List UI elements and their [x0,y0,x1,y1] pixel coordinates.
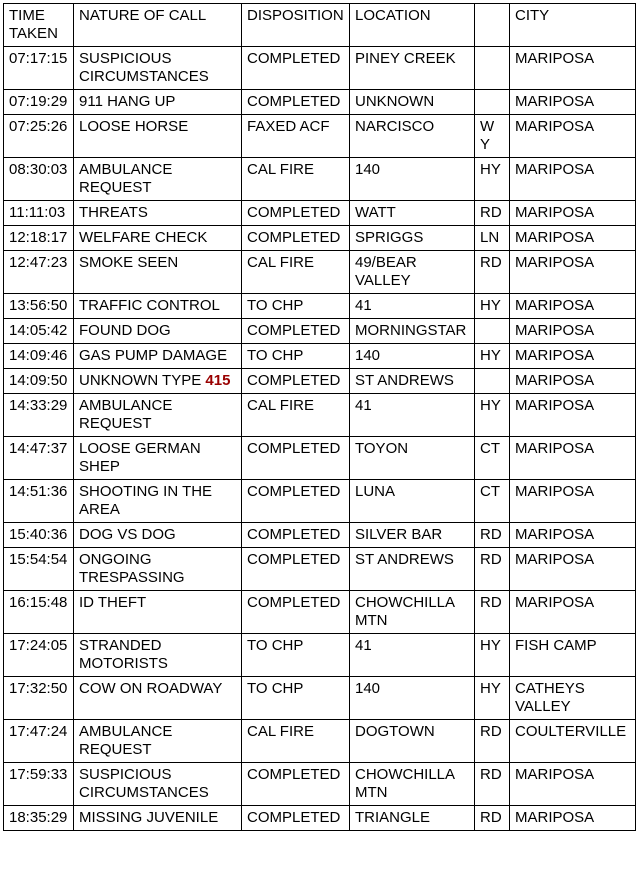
header-street-type [475,4,510,47]
cell-location: ST ANDREWS [350,548,475,591]
cell-city: MARIPOSA [510,115,636,158]
cell-location: UNKNOWN [350,90,475,115]
cell-nature-of-call: LOOSE GERMAN SHEP [74,437,242,480]
cell-disposition: COMPLETED [242,480,350,523]
cell-street-type [475,369,510,394]
table-row [4,806,636,831]
table-row [4,480,636,523]
cell-location: ST ANDREWS [350,369,475,394]
cell-city: MARIPOSA [510,201,636,226]
cell-street-type: HY [475,677,510,720]
call-log-table [3,3,636,831]
cell-street-type: RD [475,806,510,831]
cell-disposition: COMPLETED [242,437,350,480]
cell-nature-of-call: COW ON ROADWAY [74,677,242,720]
cell-nature-of-call: ID THEFT [74,591,242,634]
table-row [4,90,636,115]
cell-time-taken: 12:47:23 [4,251,74,294]
cell-nature-of-call: AMBULANCE REQUEST [74,394,242,437]
cell-city: FISH CAMP [510,634,636,677]
cell-disposition: FAXED ACF [242,115,350,158]
cell-nature-of-call: SMOKE SEEN [74,251,242,294]
table-row [4,634,636,677]
cell-time-taken: 13:56:50 [4,294,74,319]
cell-location: TOYON [350,437,475,480]
cell-location: LUNA [350,480,475,523]
cell-location: 41 [350,394,475,437]
table-row [4,226,636,251]
cell-city: MARIPOSA [510,90,636,115]
table-row [4,115,636,158]
cell-nature-of-call: SHOOTING IN THE AREA [74,480,242,523]
cell-nature-of-call: MISSING JUVENILE [74,806,242,831]
cell-nature-of-call: SUSPICIOUS CIRCUMSTANCES [74,47,242,90]
cell-nature-of-call: AMBULANCE REQUEST [74,720,242,763]
cell-location: 140 [350,344,475,369]
call-log-body [4,47,636,831]
table-row [4,437,636,480]
table-row [4,720,636,763]
cell-street-type [475,319,510,344]
header-nature-of-call: NATURE OF CALL [74,4,242,47]
cell-time-taken: 07:19:29 [4,90,74,115]
cell-nature-of-call: THREATS [74,201,242,226]
cell-city: MARIPOSA [510,344,636,369]
cell-street-type: CT [475,437,510,480]
cell-city: MARIPOSA [510,480,636,523]
cell-disposition: COMPLETED [242,319,350,344]
cell-nature-of-call: LOOSE HORSE [74,115,242,158]
cell-street-type: HY [475,158,510,201]
cell-time-taken: 17:59:33 [4,763,74,806]
table-row [4,763,636,806]
cell-city: MARIPOSA [510,806,636,831]
cell-city: MARIPOSA [510,523,636,548]
cell-street-type: RD [475,201,510,226]
cell-disposition: CAL FIRE [242,394,350,437]
cell-disposition: COMPLETED [242,90,350,115]
cell-street-type: RD [475,720,510,763]
header-time-taken: TIME TAKEN [4,4,74,47]
cell-street-type: RD [475,523,510,548]
cell-location: 140 [350,158,475,201]
cell-city: MARIPOSA [510,591,636,634]
cell-city: MARIPOSA [510,437,636,480]
table-row [4,591,636,634]
cell-time-taken: 11:11:03 [4,201,74,226]
cell-time-taken: 14:09:46 [4,344,74,369]
cell-time-taken: 17:32:50 [4,677,74,720]
header-disposition: DISPOSITION [242,4,350,47]
cell-time-taken: 12:18:17 [4,226,74,251]
table-row [4,548,636,591]
cell-street-type: LN [475,226,510,251]
cell-nature-of-call: WELFARE CHECK [74,226,242,251]
cell-time-taken: 14:09:50 [4,369,74,394]
cell-street-type: RD [475,763,510,806]
cell-street-type [475,90,510,115]
cell-city: MARIPOSA [510,548,636,591]
header-row [4,4,636,47]
cell-nature-of-call: ONGOING TRESPASSING [74,548,242,591]
table-row [4,201,636,226]
cell-location: DOGTOWN [350,720,475,763]
cell-city: MARIPOSA [510,763,636,806]
cell-time-taken: 16:15:48 [4,591,74,634]
cell-disposition: COMPLETED [242,763,350,806]
cell-street-type [475,47,510,90]
table-row [4,344,636,369]
header-city: CITY [510,4,636,47]
cell-city: MARIPOSA [510,294,636,319]
cell-street-type: WY [475,115,510,158]
cell-nature-of-call: AMBULANCE REQUEST [74,158,242,201]
cell-location: SILVER BAR [350,523,475,548]
cell-time-taken: 14:33:29 [4,394,74,437]
cell-city: MARIPOSA [510,158,636,201]
cell-disposition: COMPLETED [242,548,350,591]
table-row [4,319,636,344]
cell-location: PINEY CREEK [350,47,475,90]
cell-disposition: CAL FIRE [242,251,350,294]
cell-time-taken: 07:25:26 [4,115,74,158]
cell-location: 140 [350,677,475,720]
cell-location: 49/BEAR VALLEY [350,251,475,294]
cell-location: NARCISCO [350,115,475,158]
cell-disposition: TO CHP [242,294,350,319]
cell-time-taken: 17:47:24 [4,720,74,763]
cell-nature-of-call: FOUND DOG [74,319,242,344]
cell-nature-of-call: 911 HANG UP [74,90,242,115]
cell-disposition: COMPLETED [242,226,350,251]
cell-location: CHOWCHILLA MTN [350,763,475,806]
cell-nature-of-call: SUSPICIOUS CIRCUMSTANCES [74,763,242,806]
cell-time-taken: 15:54:54 [4,548,74,591]
cell-city: COULTERVILLE [510,720,636,763]
cell-city: MARIPOSA [510,394,636,437]
cell-city: MARIPOSA [510,251,636,294]
cell-disposition: COMPLETED [242,47,350,90]
table-row [4,251,636,294]
table-row [4,677,636,720]
cell-nature-of-call: UNKNOWN TYPE 415 [74,369,242,394]
cell-time-taken: 14:05:42 [4,319,74,344]
table-row [4,523,636,548]
table-row [4,47,636,90]
cell-location: 41 [350,634,475,677]
table-row [4,294,636,319]
table-row [4,394,636,437]
cell-nature-of-call: TRAFFIC CONTROL [74,294,242,319]
cell-location: WATT [350,201,475,226]
cell-disposition: COMPLETED [242,369,350,394]
cell-time-taken: 14:51:36 [4,480,74,523]
cell-nature-of-call: GAS PUMP DAMAGE [74,344,242,369]
cell-street-type: HY [475,394,510,437]
cell-disposition: CAL FIRE [242,720,350,763]
call-code-highlight: 415 [205,372,231,389]
cell-time-taken: 14:47:37 [4,437,74,480]
cell-street-type: HY [475,294,510,319]
table-row [4,158,636,201]
cell-city: MARIPOSA [510,226,636,251]
cell-time-taken: 07:17:15 [4,47,74,90]
cell-nature-of-call: STRANDED MOTORISTS [74,634,242,677]
cell-disposition: TO CHP [242,634,350,677]
cell-nature-of-call: DOG VS DOG [74,523,242,548]
cell-city: MARIPOSA [510,47,636,90]
cell-location: 41 [350,294,475,319]
cell-city: MARIPOSA [510,369,636,394]
cell-location: CHOWCHILLA MTN [350,591,475,634]
cell-location: TRIANGLE [350,806,475,831]
cell-time-taken: 08:30:03 [4,158,74,201]
cell-time-taken: 17:24:05 [4,634,74,677]
cell-disposition: COMPLETED [242,523,350,548]
cell-street-type: CT [475,480,510,523]
cell-disposition: CAL FIRE [242,158,350,201]
cell-city: MARIPOSA [510,319,636,344]
cell-disposition: COMPLETED [242,806,350,831]
cell-disposition: TO CHP [242,677,350,720]
cell-disposition: TO CHP [242,344,350,369]
cell-street-type: RD [475,548,510,591]
cell-street-type: RD [475,591,510,634]
cell-time-taken: 18:35:29 [4,806,74,831]
cell-location: SPRIGGS [350,226,475,251]
cell-disposition: COMPLETED [242,201,350,226]
table-row [4,369,636,394]
cell-time-taken: 15:40:36 [4,523,74,548]
cell-street-type: HY [475,344,510,369]
cell-location: MORNINGSTAR [350,319,475,344]
cell-street-type: HY [475,634,510,677]
cell-city: CATHEYS VALLEY [510,677,636,720]
header-location: LOCATION [350,4,475,47]
cell-disposition: COMPLETED [242,591,350,634]
cell-street-type: RD [475,251,510,294]
